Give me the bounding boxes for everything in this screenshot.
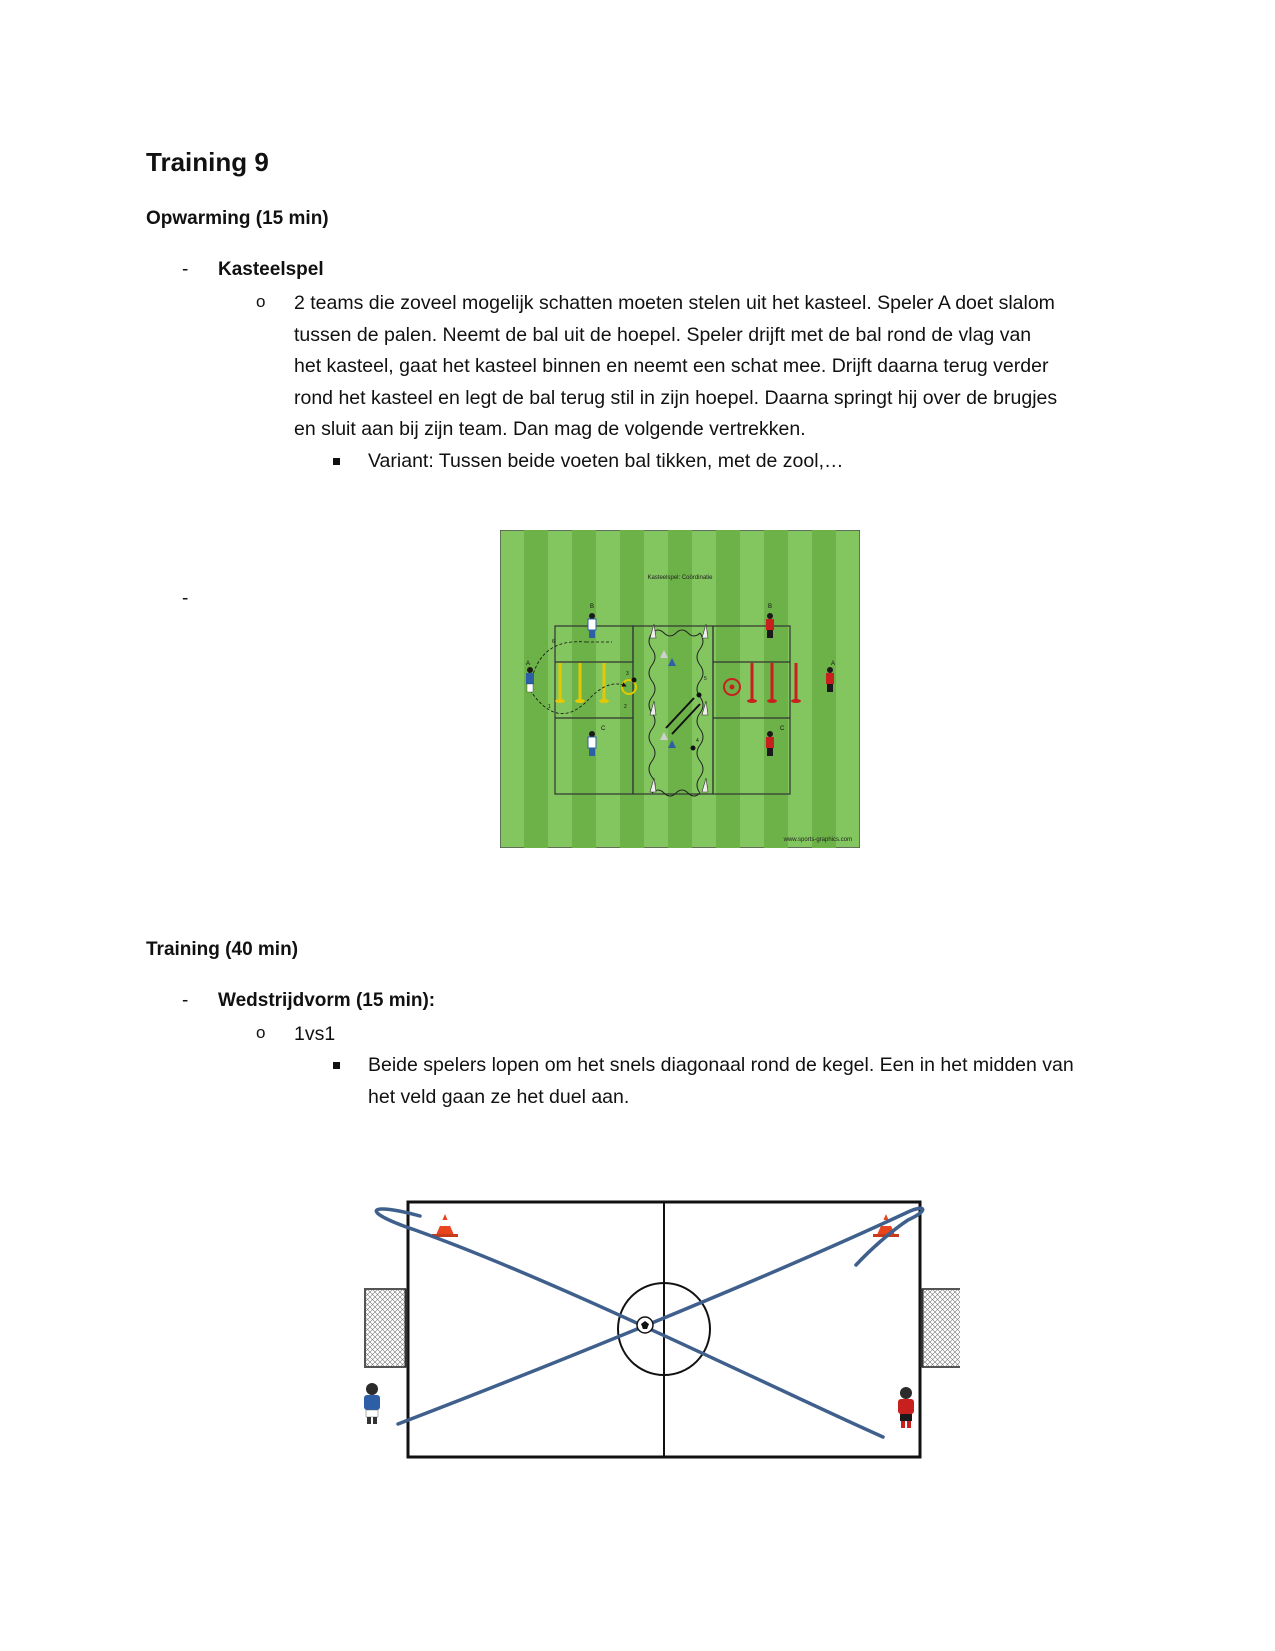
description-line: tussen de palen. Neemt de bal uit de hoepel. Speler drijft met de bal rond de vlag van [294, 323, 1032, 346]
training-sub-bullet: o [256, 1023, 266, 1042]
player-blue [364, 1383, 380, 1424]
diagram-caption: Kasteelspel: Coördinatie [647, 575, 713, 581]
warmup-bullet: - [182, 259, 189, 280]
label-a-left: A [526, 661, 531, 667]
training-heading: Training (40 min) [146, 939, 299, 960]
description-line: Beide spelers lopen om het snels diagonaal rond de kegel. Een in het midden van [368, 1054, 1074, 1076]
soccer-ball [637, 1317, 653, 1333]
page-title: Training 9 [146, 147, 269, 177]
number-label: 2 [624, 704, 627, 710]
1vs1-field-diagram [360, 1192, 960, 1482]
kasteelspel-title: Kasteelspel [218, 259, 324, 280]
number-label: 1 [548, 704, 551, 710]
image-bullet: - [182, 588, 189, 609]
label-c-left: C [601, 726, 606, 732]
number-label: 6 [552, 639, 555, 645]
training-sub-title: 1vs1 [294, 1023, 336, 1045]
diagram-watermark: www.sports-graphics.com [783, 837, 852, 843]
description-line: en sluit aan bij zijn team. Dan mag de volgende vertrekken. [294, 418, 806, 441]
ball [691, 746, 696, 751]
label-b-left: B [590, 604, 595, 610]
square-bullet [333, 1062, 340, 1069]
training-bullet: - [182, 990, 189, 1011]
warmup-sub-bullet: o [256, 292, 266, 311]
label-b-right: B [768, 604, 773, 610]
player-blue-c [588, 731, 596, 756]
kasteelspel-diagram [500, 530, 860, 848]
player-red-a [826, 667, 834, 692]
wedstrijdvorm-title: Wedstrijdvorm (15 min): [218, 990, 436, 1011]
label-a-right: A [831, 661, 836, 667]
wedstrijdvorm-description [368, 1050, 1128, 1113]
description-line: 2 teams die zoveel mogelijk schatten moeten stelen uit het kasteel. Speler A doet slalom [294, 292, 1055, 314]
goal-right [922, 1289, 960, 1367]
number-label: 4 [696, 738, 699, 744]
number-label: 5 [704, 676, 707, 682]
red-hoop-ball [730, 685, 735, 690]
warmup-heading: Opwarming (15 min) [146, 208, 329, 229]
player-blue-a [526, 667, 534, 692]
description-line: het veld gaan ze het duel aan. [368, 1085, 630, 1108]
description-line: rond het kasteel en legt de bal terug stil in zijn hoepel. Daarna springt hij over de brugjes [294, 386, 1058, 409]
player-blue-b [588, 613, 596, 638]
player-red-c [766, 731, 774, 756]
kasteelspel-description [294, 288, 1124, 446]
player-red-b [766, 613, 774, 638]
ball [697, 693, 702, 698]
goal-left [365, 1289, 406, 1367]
ball [632, 678, 637, 683]
description-line: het kasteel, gaat het kasteel binnen en neemt een schat mee. Drijft daarna terug verder [294, 355, 1049, 378]
label-c-right: C [780, 726, 785, 732]
number-label: 3 [626, 671, 629, 677]
variant-text: Variant: Tussen beide voeten bal tikken, met de zool,… [368, 450, 844, 472]
square-bullet [333, 458, 340, 465]
